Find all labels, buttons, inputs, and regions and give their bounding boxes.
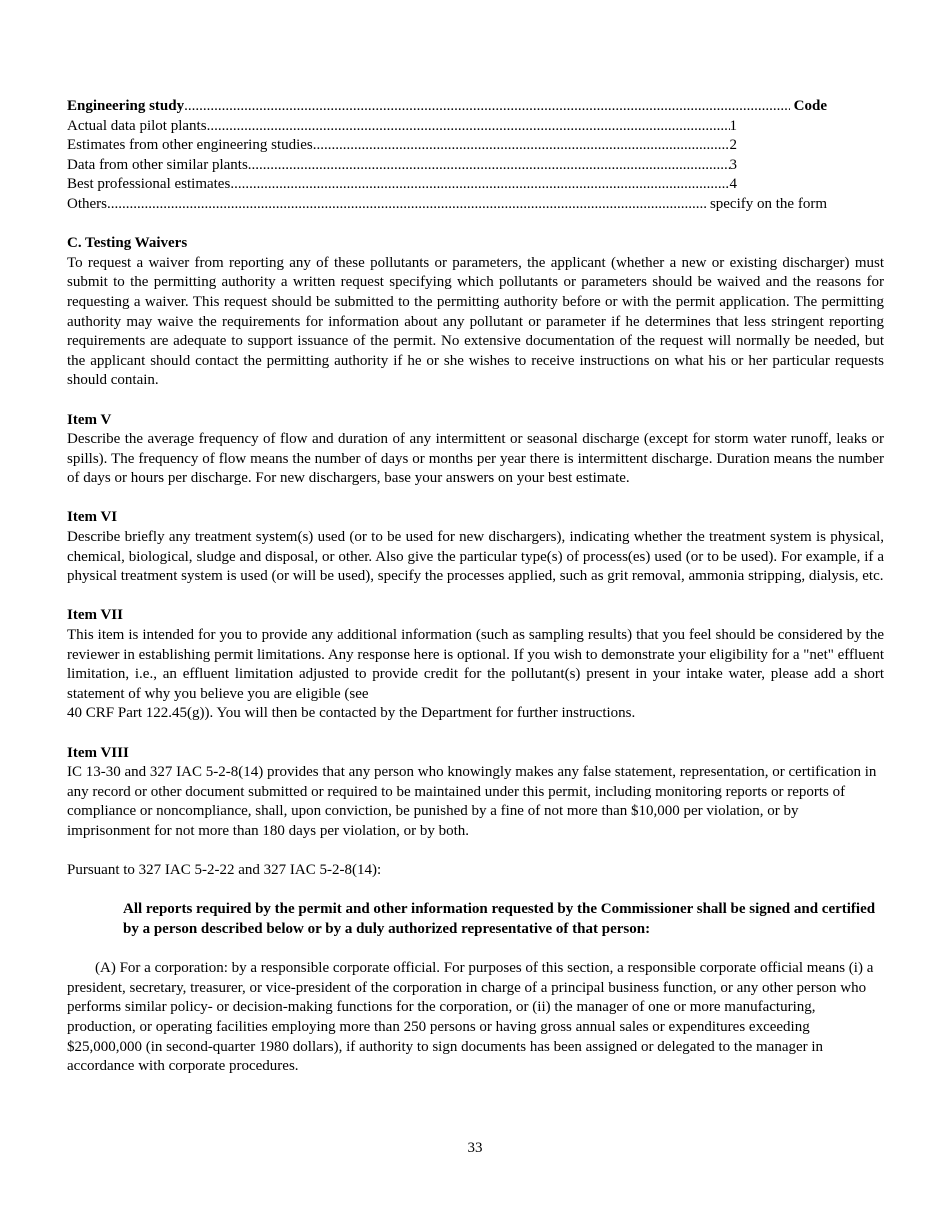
- code-table-row: [67, 156, 737, 176]
- dot-leader: [107, 195, 706, 215]
- section-heading: C. Testing Waivers: [67, 235, 188, 252]
- code-row-label: Actual data pilot plants: [67, 117, 207, 134]
- section-body: This item is intended for you to provide any additional information (such as sampling results) that you feel should be considered by the reviewer in establishing permit limitations. Any response here is optional. If you wish to demonstrate your eligibility for a "net" effluent limitation, i.e., an effluent limitation adjusted to provide credit for the pollutant(s) present in your intake water, please add a short statement of why you believe you are eligible (see: [67, 627, 884, 702]
- code-table: [67, 97, 827, 215]
- code-row-value: 4: [729, 176, 737, 193]
- corporation-paragraph: (A) For a corporation: by a responsible corporate official. For purposes of this section, a responsible corporate official means (i) a president, secretary, treasurer, or vice-president of the corporation in charge of a principal business function, or any other person who performs similar policy- or decision-making functions for the corporation, or (ii) the manager of one or more manufacturing, production, or operating facilities employing more than 250 persons or having gross annual sales or expenditures exceeding $25,000,000 (in second-quarter 1980 dollars), if authority to sign documents has been assigned or delegated to the manager in accordance with corporate procedures.: [67, 960, 874, 1075]
- certification-requirement: All reports required by the permit and other information requested by the Commissioner shall be signed and certified by a person described below or by a duly authorized representative of that person:: [123, 901, 876, 937]
- section-item-vi: [67, 508, 884, 586]
- code-row-label: Best professional estimates: [67, 176, 231, 193]
- code-row-label: Others: [67, 195, 107, 212]
- code-row-label: Data from other similar plants: [67, 156, 248, 173]
- code-table-header-value: Code: [793, 98, 827, 114]
- section-heading: Item VI: [67, 509, 118, 526]
- dot-leader: [184, 97, 790, 117]
- code-table-header: [67, 97, 827, 117]
- section-item-v: [67, 411, 884, 489]
- section-body: To request a waiver from reporting any of these pollutants or parameters, the applicant (whether a new or existing discharger) must submit to the permitting authority a written request specifying which pollutants or parameters should be waived and the reasons for requesting a waiver. This request should be submitted to the permitting authority before or with the permit application. The permitting authority may waive the requirements for information about any pollutant or parameter if he determines that less stringent reporting requirements are adequate to support issuance of the permit. No extensive documentation of the request will normally be needed, but the applicant should contact the permitting authority if he or she wishes to receive instructions on what his or her particular requests should contain.: [67, 254, 884, 389]
- code-table-others-row: [67, 195, 827, 215]
- section-body: IC 13-30 and 327 IAC 5-2-8(14) provides that any person who knowingly makes any false statement, representation, or certification in any record or other document submitted or required to be maintained under this permit, including monitoring reports or reports of compliance or noncompliance, shall, upon conviction, be punished by a fine of not more than $10,000 per violation, or by imprisonment for not more than 180 days per violation, or by both.: [67, 764, 877, 839]
- section-body: Describe briefly any treatment system(s) used (or to be used for new dischargers), indicating whether the treatment system is physical, chemical, biological, sludge and disposal, or other. Also give the particular type(s) of process(es) used (or to be used). For example, if a physical treatment system is used (or will be used), specify the processes applied, such as grit removal, ammonia stripping, dialysis, etc.: [67, 529, 884, 585]
- section-body-continued: 40 CRF Part 122.45(g)). You will then be contacted by the Department for further instructions.: [67, 705, 636, 722]
- code-row-value: 1: [729, 117, 737, 134]
- section-item-vii: [67, 606, 884, 724]
- code-row-value: specify on the form: [709, 195, 827, 212]
- dot-leader: [207, 117, 730, 137]
- code-table-row: [67, 175, 737, 195]
- code-row-value: 2: [729, 137, 737, 154]
- section-testing-waivers: [67, 234, 884, 391]
- code-table-header-label: Engineering study: [67, 98, 185, 114]
- section-heading: Item VIII: [67, 744, 129, 761]
- dot-leader: [313, 136, 730, 156]
- dot-leader: [230, 175, 729, 195]
- section-item-viii: [67, 744, 884, 1077]
- code-table-row: [67, 117, 737, 137]
- code-row-value: 3: [729, 156, 737, 173]
- section-body: Describe the average frequency of flow and duration of any intermittent or seasonal discharge (except for storm water runoff, leaks or spills). The frequency of flow means the number of days or months per year there is intermittent discharge. Duration means the number of days or hours per discharge. For new dischargers, base your answers on your best estimate.: [67, 431, 884, 487]
- page-number: 33: [467, 1140, 483, 1156]
- section-heading: Item V: [67, 411, 112, 428]
- code-row-label: Estimates from other engineering studies: [67, 137, 313, 154]
- pursuant-statement: Pursuant to 327 IAC 5-2-22 and 327 IAC 5-2-8(14):: [67, 862, 382, 879]
- document-page: [67, 97, 884, 1077]
- code-table-row: [67, 136, 737, 156]
- section-heading: Item VII: [67, 607, 123, 624]
- dot-leader: [248, 156, 730, 176]
